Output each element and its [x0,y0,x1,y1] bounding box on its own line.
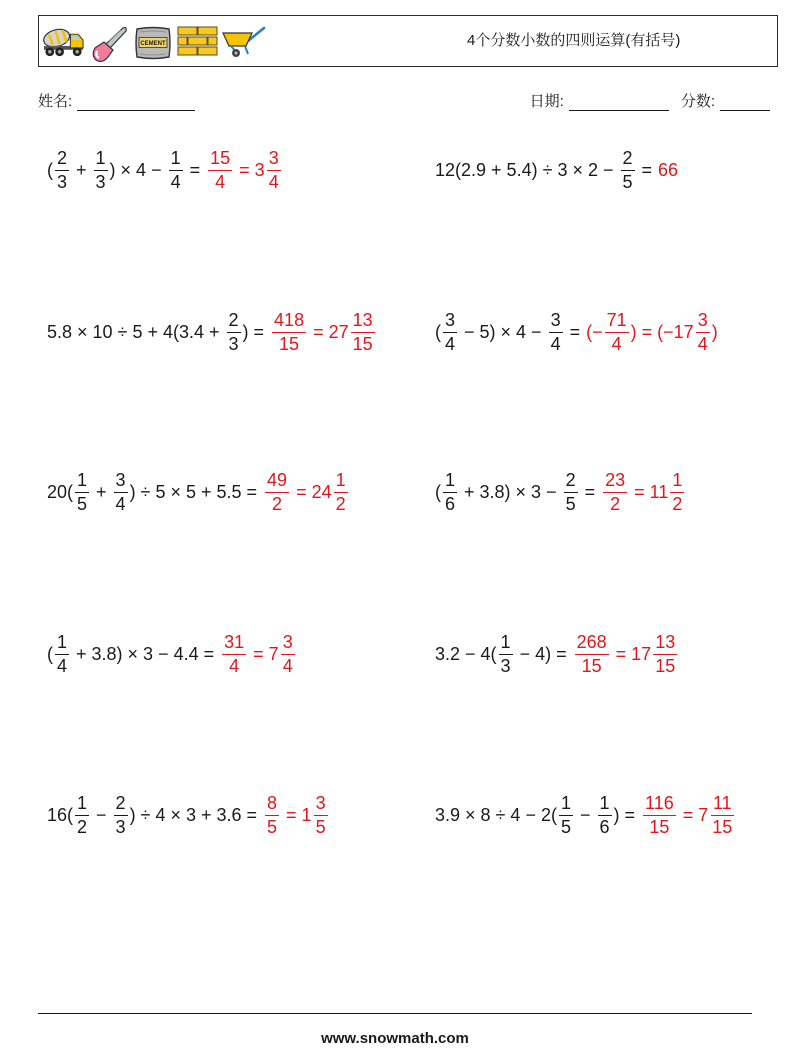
fraction [114,470,128,515]
fraction [603,470,627,515]
expression-text: = 17 [610,644,652,664]
fraction [75,793,89,838]
problem-2 [435,146,678,194]
numerator: 3 [114,470,128,493]
denominator: 4 [215,171,226,192]
problem-7 [47,630,297,678]
fraction [55,632,69,677]
denominator: 4 [268,171,279,192]
fraction [94,148,108,193]
problem-6 [435,468,686,516]
denominator: 5 [315,816,326,837]
expression-text: = 11 [629,482,669,502]
fraction [314,793,328,838]
denominator: 4 [170,171,181,192]
bricks-icon [176,26,219,57]
fraction [272,310,306,355]
denominator: 3 [115,816,126,837]
expression-text: 16( [47,805,74,825]
fraction [114,793,128,838]
denominator: 3 [57,171,68,192]
footer-divider [38,1013,752,1014]
denominator: 2 [335,493,346,514]
problem-expression [435,632,567,677]
fraction [621,148,635,193]
numerator: 2 [227,310,241,333]
problem-3 [47,308,377,356]
expression-text: ) × 4 − [109,160,167,180]
fraction [265,470,289,515]
fraction [598,793,612,838]
numerator: 1 [334,470,348,493]
expression-text: 3.9 × 8 ÷ 4 − 2( [435,805,557,825]
expression-text: = [579,482,596,502]
numerator: 1 [75,470,89,493]
expression-text: ( [435,482,441,502]
denominator: 4 [115,493,126,514]
expression-text: − [91,805,112,825]
worksheet-header [38,15,778,67]
denominator: 5 [267,816,278,837]
date-label: 日期: [529,93,564,110]
problem-expression [435,793,635,838]
numerator: 1 [55,632,69,655]
problem-answer [573,632,680,677]
expression-text: = 3 [234,160,265,180]
expression-text: + [91,482,112,502]
denominator: 2 [77,816,88,837]
denominator: 3 [500,655,511,676]
fraction [443,310,457,355]
problem-expression [47,310,264,355]
expression-text: + 3.8) × 3 − [459,482,562,502]
numerator: 3 [696,310,710,333]
expression-text: = 7 [677,805,709,825]
problem-10 [435,791,736,839]
expression-text: + [71,160,92,180]
denominator: 4 [550,333,561,354]
fraction [169,148,183,193]
denominator: 6 [445,493,456,514]
numerator: 15 [208,148,232,171]
numerator: 1 [598,793,612,816]
denominator: 15 [581,655,602,676]
footer-website: www.snowmath.com [321,1030,469,1047]
numerator: 1 [670,470,684,493]
expression-text: = [184,160,201,180]
expression-text: 66 [658,160,679,180]
score-blank[interactable] [720,95,770,111]
numerator: 1 [443,470,457,493]
problem-8 [435,630,679,678]
fraction [670,470,684,515]
expression-text: = [564,322,581,342]
problem-answer [270,310,377,355]
problem-expression [47,793,257,838]
wheelbarrow-icon [221,26,266,58]
denominator: 4 [697,333,708,354]
expression-text: = [636,160,653,180]
numerator: 31 [222,632,246,655]
problem-1 [47,146,283,194]
expression-text: 20( [47,482,74,502]
numerator: 13 [653,632,677,655]
problem-9 [47,791,330,839]
numerator: 268 [575,632,609,655]
numerator: 3 [443,310,457,333]
denominator: 4 [57,655,68,676]
fraction [75,470,89,515]
problem-answer [658,159,678,181]
denominator: 15 [352,333,373,354]
name-label: 姓名: [38,93,73,110]
problem-expression [435,148,652,193]
fraction [643,793,676,838]
name-blank[interactable] [77,95,195,111]
numerator: 1 [169,148,183,171]
cement-bag-icon [134,25,172,61]
problem-answer [263,793,330,838]
fraction [559,793,573,838]
denominator: 5 [565,493,576,514]
expression-text: ( [47,160,53,180]
numerator: 1 [559,793,573,816]
numerator: 1 [499,632,513,655]
numerator: 2 [621,148,635,171]
problem-expression [47,470,257,515]
denominator: 15 [649,816,670,837]
fraction [443,470,457,515]
fraction [334,470,348,515]
numerator: 3 [549,310,563,333]
expression-text: ) = (−17 [630,322,694,342]
numerator: 2 [114,793,128,816]
fraction [575,632,609,677]
expression-text: ) ÷ 4 × 3 + 3.6 = [129,805,258,825]
fraction [549,310,563,355]
denominator: 5 [560,816,571,837]
denominator: 3 [228,333,239,354]
expression-text: − 5) × 4 − [459,322,547,342]
denominator: 2 [272,493,283,514]
fraction [696,310,710,355]
denominator: 15 [655,655,676,676]
fraction [605,310,629,355]
expression-text: ) = [242,322,265,342]
denominator: 3 [95,171,106,192]
fraction [267,148,281,193]
chainsaw-icon [88,25,128,65]
numerator: 2 [564,470,578,493]
denominator: 5 [77,493,88,514]
fraction [222,632,246,677]
expression-text: ) = [613,805,636,825]
numerator: 23 [603,470,627,493]
expression-text: = 27 [308,322,349,342]
denominator: 4 [282,655,293,676]
expression-text: ( [47,644,53,664]
expression-text: = 1 [281,805,312,825]
problem-expression [435,470,595,515]
problem-answer [586,310,718,355]
denominator: 2 [672,493,683,514]
denominator: 2 [610,493,621,514]
expression-text: − 4) = [514,644,567,664]
numerator: 418 [272,310,306,333]
fraction [227,310,241,355]
expression-text: ) [711,322,718,342]
numerator: 8 [265,793,279,816]
fraction [710,793,734,838]
numerator: 11 [711,793,734,816]
fraction [265,793,279,838]
problem-answer [206,148,283,193]
problem-expression [47,148,200,193]
denominator: 4 [611,333,622,354]
date-blank[interactable] [569,95,669,111]
expression-text: ( [435,322,441,342]
fraction [55,148,69,193]
problem-expression [47,632,214,677]
denominator: 4 [229,655,240,676]
numerator: 2 [55,148,69,171]
expression-text: + 3.8) × 3 − 4.4 = [71,644,215,664]
numerator: 3 [267,148,281,171]
numerator: 116 [643,793,676,816]
fraction [208,148,232,193]
problem-answer [641,793,736,838]
expression-text: 5.8 × 10 ÷ 5 + 4(3.4 + [47,322,225,342]
numerator: 49 [265,470,289,493]
concrete-mixer-truck-icon [42,26,85,58]
worksheet-title: 4个分数小数的四则运算(有括号) [467,32,681,49]
expression-text: = 24 [291,482,332,502]
problem-4 [435,308,718,356]
numerator: 13 [351,310,375,333]
expression-text: 3.2 − 4( [435,644,497,664]
numerator: 3 [281,632,295,655]
numerator: 71 [605,310,629,333]
expression-text: = 7 [248,644,279,664]
problem-5 [47,468,350,516]
cement-bag-label: CEMENT [140,41,166,47]
date-score-fields [530,93,770,111]
fraction [351,310,375,355]
fraction [564,470,578,515]
problem-expression [435,310,580,355]
expression-text: ) ÷ 5 × 5 + 5.5 = [129,482,258,502]
expression-text: − [574,805,596,825]
numerator: 3 [314,793,328,816]
problem-answer [220,632,297,677]
denominator: 5 [622,171,633,192]
problem-answer [601,470,686,515]
expression-text: (− [586,322,603,342]
name-field [38,93,195,111]
score-label: 分数: [680,93,715,110]
fraction [653,632,677,677]
fraction [499,632,513,677]
denominator: 15 [279,333,300,354]
denominator: 15 [712,816,733,837]
numerator: 1 [94,148,108,171]
fraction [281,632,295,677]
denominator: 6 [599,816,610,837]
problem-answer [263,470,350,515]
denominator: 4 [445,333,456,354]
numerator: 1 [75,793,89,816]
expression-text: 12(2.9 + 5.4) ÷ 3 × 2 − [435,160,619,180]
